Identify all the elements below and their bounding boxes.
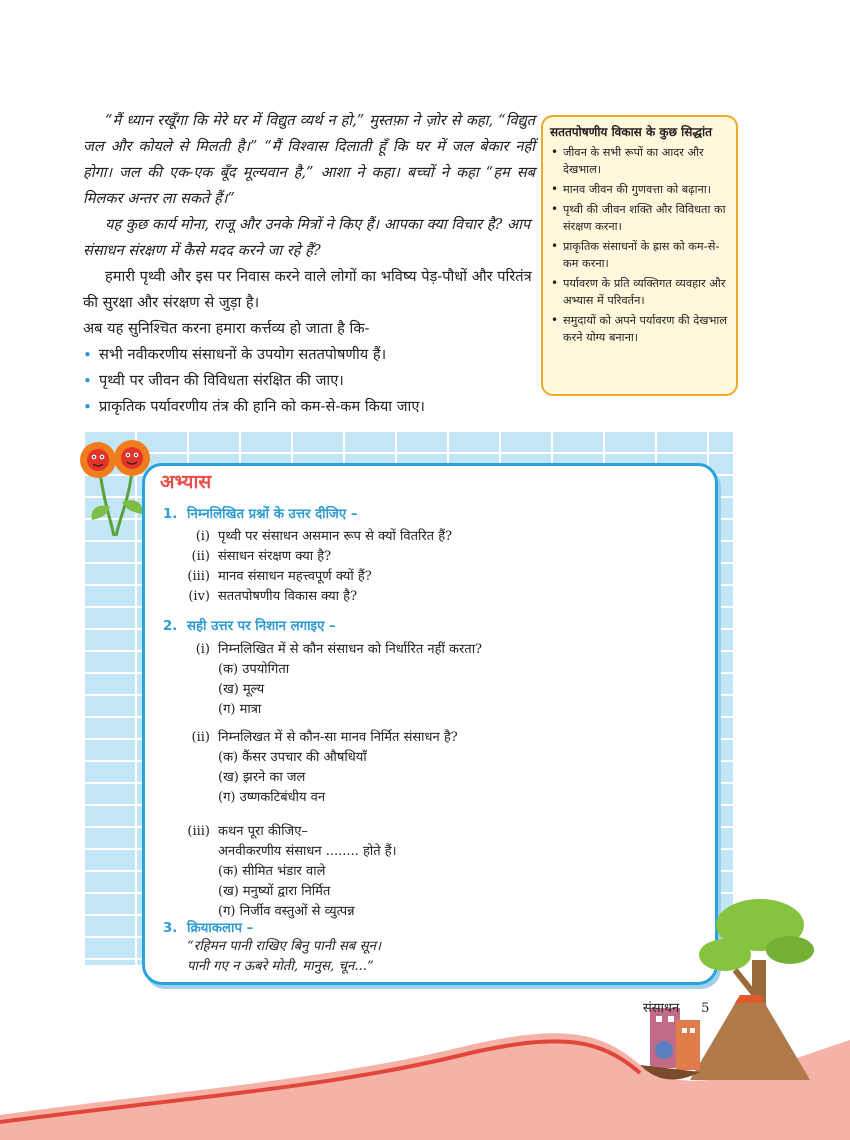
option: (क) कैंसर उपचार की औषधियाँ <box>218 750 367 765</box>
item-number: (ii) <box>191 549 210 564</box>
duty-bullet: • पृथ्वी पर जीवन की विविधता संरक्षित की जाए। <box>83 368 535 394</box>
principles-box <box>541 115 738 396</box>
option: (क) सीमित भंडार वाले <box>218 864 326 879</box>
principle-item: • जीवन के सभी रूपों का आदर और देखभाल। <box>550 144 729 178</box>
question-number: 1. <box>163 507 178 522</box>
couplet-line: पानी गए न ऊबरे मोती, मानुस, चून...” <box>187 959 374 974</box>
exercise-title: अभ्यास <box>160 471 212 493</box>
question-1-items <box>180 527 700 607</box>
narrative-paragraph-duty: अब यह सुनिश्चित करना हमारा कर्त्तव्य हो जाता है कि- <box>83 320 370 337</box>
option: (ग) मात्रा <box>218 702 262 717</box>
narrative-paragraph-question: यह कुछ कार्य मोना, राजू और उनके मित्रों ने किए हैं। आपका क्या विचार है? आप संसाधन संरक्षण में कैसे मदद करने जा रहे हैं? <box>83 216 531 259</box>
principle-item: • प्राकृतिक संसाधनों के ह्रास को कम-से-कम करना। <box>550 238 729 272</box>
item-number: (iii) <box>187 824 210 839</box>
couplet-line: “रहिमन पानी राखिए बिनु पानी सब सून। <box>187 939 382 954</box>
list-item <box>180 547 700 567</box>
item-number: (i) <box>195 642 210 657</box>
list-item <box>180 728 700 748</box>
option: (ख) झरने का जल <box>218 770 306 785</box>
principle-item: • पृथ्वी की जीवन शक्ति और विविधता का संरक्षण करना। <box>550 201 729 235</box>
question-text: निम्नलिखित प्रश्नों के उत्तर दीजिए – <box>187 507 358 522</box>
item-text: पृथ्वी पर संसाधन असमान रूप से क्यों वितरित हैं? <box>218 529 453 544</box>
bottom-decoration <box>0 890 850 1140</box>
option: (ख) मूल्य <box>218 682 265 697</box>
question-text: सही उत्तर पर निशान लगाइए – <box>187 619 336 634</box>
item-text: सततपोषणीय विकास क्या है? <box>218 589 358 604</box>
principle-item: • समुदायों को अपने पर्यावरण की देखभाल करने योग्य बनाना। <box>550 312 729 346</box>
page-number: 5 <box>701 1001 710 1016</box>
footer-chapter-label: संसाधन <box>643 1001 680 1016</box>
list-item <box>180 567 700 587</box>
principle-item: • पर्यावरण के प्रति व्यक्तिगत व्यवहार और अभ्यास में परिवर्तन। <box>550 275 729 309</box>
duty-bullet: • प्राकृतिक पर्यावरणीय तंत्र की हानि को कम-से-कम किया जाए। <box>83 394 535 420</box>
item-number: (iii) <box>187 569 210 584</box>
question-2-items <box>180 640 700 922</box>
item-text: कथन पूरा कीजिए– <box>218 824 308 839</box>
option: (क) उपयोगिता <box>218 662 290 677</box>
page-footer <box>643 998 709 1016</box>
option: (ख) मनुष्यों द्वारा निर्मित <box>218 884 331 899</box>
statement-text: अनवीकरणीय संसाधन ........ होते हैं। <box>218 844 397 859</box>
narrative-paragraph-future: हमारी पृथ्वी और इस पर निवास करने वाले लोगों का भविष्य पेड़-पौधों और परितंत्र की सुरक्षा और संरक्षण से जुड़ा है। <box>83 268 532 311</box>
item-text: मानव संसाधन महत्त्वपूर्ण क्यों हैं? <box>218 569 372 584</box>
list-item <box>180 527 700 547</box>
question-number: 3. <box>163 921 178 936</box>
item-number: (ii) <box>191 730 210 745</box>
list-item <box>180 640 700 660</box>
item-text: संसाधन संरक्षण क्या है? <box>218 549 332 564</box>
item-number: (iv) <box>188 589 210 604</box>
narrative-text <box>83 108 535 420</box>
narrative-paragraph-dialogue: “मैं ध्यान रखूँगा कि मेरे घर में विद्युत व्यर्थ न हो,” मुस्तफ़ा ने ज़ोर से कहा, “विद्युत जल और कोयले से मिलती है।” “मैं विश्वास दिलाती हूँ कि घर में जल बेकार नहीं होगा। जल की एक-एक बूँद मूल्यवान है,” आशा ने कहा। बच्चों ने कहा “हम सब मिलकर अन्तर ला सकते हैं।” <box>83 112 535 207</box>
question-2-heading <box>163 616 336 634</box>
option: (ग) उष्णकटिबंधीय वन <box>218 790 326 805</box>
principle-item: • मानव जीवन की गुणवत्ता को बढ़ाना। <box>550 181 729 198</box>
list-item <box>180 822 700 842</box>
item-number: (i) <box>195 529 210 544</box>
list-item <box>180 587 700 607</box>
principles-title: सततपोषणीय विकास के कुछ सिद्धांत <box>550 125 712 139</box>
question-text: क्रियाकलाप – <box>187 921 254 936</box>
buildings-icon <box>650 1008 700 1070</box>
duty-bullet: • सभी नवीकरणीय संसाधनों के उपयोग सततपोषणीय हैं। <box>83 342 535 368</box>
flower-left-icon <box>80 442 116 478</box>
question-1-heading <box>163 504 358 522</box>
item-text: निम्नलिखित में से कौन संसाधन को निर्धारित नहीं करता? <box>218 642 483 657</box>
item-text: निम्नलिखत में से कौन-सा मानव निर्मित संसाधन है? <box>218 730 458 745</box>
option: (ग) निर्जीव वस्तुओं से व्युत्पन्न <box>218 904 355 919</box>
question-number: 2. <box>163 619 178 634</box>
